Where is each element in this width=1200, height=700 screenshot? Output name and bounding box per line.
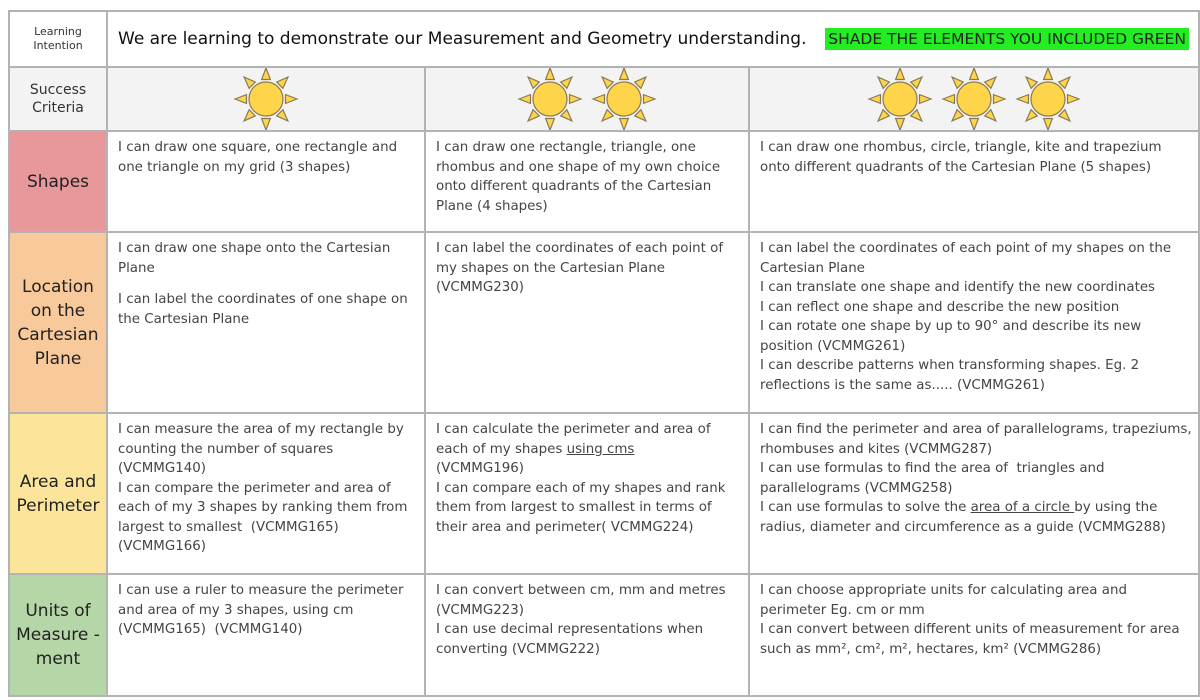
criterion-text: I can choose appropriate units for calculating area and perimeter Eg. cm or mm	[760, 583, 1132, 618]
area-perimeter-row	[9, 413, 1199, 574]
level-3-suns	[749, 67, 1199, 131]
criterion-text: I can use a ruler to measure the perimeter and area of my 3 shapes, using cm (VCMMG165) (VCMMG140)	[118, 583, 408, 637]
criterion-text: I can compare the perimeter and area of each of my 3 shapes by ranking them from largest to smallest (VCMMG165) (VCMMG166)	[118, 480, 412, 554]
learning-intention-label: Learning Intention	[9, 11, 107, 67]
criterion-text: I can describe patterns when transforming shapes. Eg. 2 reflections is the same as..... (VCMMG261)	[760, 358, 1144, 393]
criterion-text: I can compare each of my shapes and rank them from largest to smallest in terms of their area and perimeter( VCMMG224)	[436, 480, 730, 535]
criterion-text: I can calculate the perimeter and area of each of my shapes using cms (VCMMG196)	[436, 422, 715, 476]
location-level-3	[749, 232, 1199, 413]
criterion-text: I can translate one shape and identify the new coordinates	[760, 280, 1156, 295]
area-level-3	[749, 413, 1199, 574]
criterion-text: I can find the perimeter and area of parallelograms, trapeziums, rhombuses and kites (VCMMG287)	[760, 422, 1196, 457]
sun-icon	[938, 68, 1010, 130]
learning-intention-row	[9, 11, 1199, 67]
location-row	[9, 232, 1199, 413]
sun-icon	[230, 68, 302, 130]
criterion-text: I can label the coordinates of each point of my shapes on the Cartesian Plane (VCMMG230)	[436, 241, 728, 295]
criterion-text: I can reflect one shape and describe the new position	[760, 299, 1120, 315]
learning-intention-text: We are learning to demonstrate our Measurement and Geometry understanding.	[118, 29, 807, 49]
shapes-row	[9, 131, 1199, 232]
area-level-2	[425, 413, 749, 574]
units-level-3	[749, 574, 1199, 696]
criterion-text: I can draw one rectangle, triangle, one rhombus and one shape of my own choice onto different quadrants of the Cartesian Plane (4 shapes)	[436, 140, 725, 214]
location-level-1	[107, 232, 425, 413]
criterion-text: I can use formulas to solve the area of a circle by using the radius, diameter and circumference as a guide (VCMMG288)	[760, 500, 1166, 535]
sun-icon	[588, 68, 660, 130]
success-criteria-row	[9, 67, 1199, 131]
sun-icon	[514, 68, 586, 130]
criterion-text: I can draw one shape onto the Cartesian Plane	[118, 241, 395, 276]
shapes-level-1	[107, 131, 425, 232]
units-level-2	[425, 574, 749, 696]
units-level-1	[107, 574, 425, 696]
criterion-text: I can label the coordinates of one shape on the Cartesian Plane	[118, 292, 412, 327]
shapes-level-2	[425, 131, 749, 232]
criterion-text: I can convert between cm, mm and metres (VCMMG223)	[436, 583, 730, 618]
success-criteria-label: Success Criteria	[9, 67, 107, 131]
shade-green-instruction: SHADE THE ELEMENTS YOU INCLUDED GREEN	[825, 28, 1189, 50]
learning-intention-cell	[107, 11, 1199, 67]
criterion-text: I can label the coordinates of each point of my shapes on the Cartesian Plane	[760, 241, 1176, 276]
category-units: Units of Measure -ment	[9, 574, 107, 696]
criterion-text: I can measure the area of my rectangle by counting the number of squares (VCMMG140)	[118, 422, 409, 476]
level-2-suns	[425, 67, 749, 131]
criterion-text: I can rotate one shape by up to 90° and describe its new position (VCMMG261)	[760, 319, 1146, 354]
category-shapes: Shapes	[9, 131, 107, 232]
criterion-text: I can use decimal representations when converting (VCMMG222)	[436, 622, 708, 657]
category-area-perimeter: Area and Perimeter	[9, 413, 107, 574]
level-1-suns	[107, 67, 425, 131]
success-criteria-rubric	[8, 10, 1200, 697]
criterion-text: I can draw one square, one rectangle and one triangle on my grid (3 shapes)	[118, 140, 402, 175]
area-level-1	[107, 413, 425, 574]
criterion-text: I can use formulas to find the area of triangles and parallelograms (VCMMG258)	[760, 461, 1109, 496]
location-level-2	[425, 232, 749, 413]
units-row	[9, 574, 1199, 696]
criterion-text: I can draw one rhombus, circle, triangle, kite and trapezium onto different quadrants of the Cartesian Plane (5 shapes)	[760, 140, 1166, 175]
sun-icon	[1012, 68, 1084, 130]
sun-icon	[864, 68, 936, 130]
criterion-text: I can convert between different units of measurement for area such as mm², cm², m², hectares, km² (VCMMG286)	[760, 622, 1184, 657]
category-location: Location on the Cartesian Plane	[9, 232, 107, 413]
shapes-level-3	[749, 131, 1199, 232]
